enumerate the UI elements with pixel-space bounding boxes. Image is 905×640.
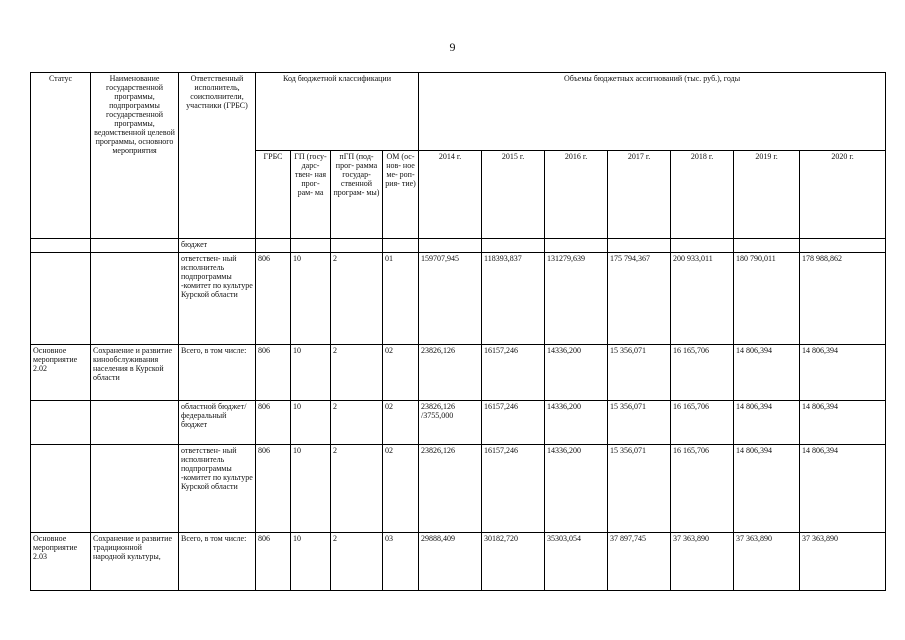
cell-pgp: 2: [331, 345, 383, 401]
cell-value: [734, 239, 800, 253]
cell-value: 16 165,706: [671, 445, 734, 533]
cell-om: 02: [383, 401, 419, 445]
header-grbs: ГРБС: [256, 151, 291, 239]
header-year: 2017 г.: [608, 151, 671, 239]
page-number: 9: [449, 40, 456, 54]
cell-om: [383, 239, 419, 253]
table-row: [31, 253, 886, 345]
cell-value: 16 165,706: [671, 401, 734, 445]
header-status: Статус: [31, 73, 91, 239]
cell-grbs: 806: [256, 445, 291, 533]
cell-value: [671, 239, 734, 253]
cell-value: 14 806,394: [734, 345, 800, 401]
cell-value: 14336,200: [545, 445, 608, 533]
cell-value: 37 363,890: [671, 533, 734, 591]
table-row: [31, 401, 886, 445]
table-row: [31, 533, 886, 591]
table-row: [31, 239, 886, 253]
cell-value: 16157,246: [482, 401, 545, 445]
cell-om: 02: [383, 445, 419, 533]
cell-gp: [291, 239, 331, 253]
header-volumes: Объемы бюджетных ассигнований (тыс. руб.), годы: [419, 73, 886, 151]
cell-value: 14 806,394: [800, 345, 886, 401]
header-year: 2015 г.: [482, 151, 545, 239]
cell-value: 14336,200: [545, 345, 608, 401]
cell-value: 35303,054: [545, 533, 608, 591]
cell-value: 16157,246: [482, 345, 545, 401]
cell-grbs: 806: [256, 253, 291, 345]
cell-name: [91, 253, 179, 345]
cell-value: 131279,639: [545, 253, 608, 345]
cell-value: 29888,409: [419, 533, 482, 591]
budget-table: [30, 72, 886, 591]
table-row: [31, 445, 886, 533]
cell-status: Основное мероприятие 2.03: [31, 533, 91, 591]
cell-value: 175 794,367: [608, 253, 671, 345]
cell-value: 16157,246: [482, 445, 545, 533]
header-om: ОМ (ос- нов- ное ме- роп- рия- тие): [383, 151, 419, 239]
cell-value: 200 933,011: [671, 253, 734, 345]
table-body: [31, 239, 886, 591]
cell-status: [31, 401, 91, 445]
cell-name: Сохранение и развитие кинообслуживания населения в Курской области: [91, 345, 179, 401]
cell-value: 37 363,890: [800, 533, 886, 591]
cell-executor: ответствен- ный исполнитель подпрограммы -комитет по культуре Курской области: [179, 445, 256, 533]
cell-grbs: 806: [256, 345, 291, 401]
cell-value: [482, 239, 545, 253]
cell-status: [31, 239, 91, 253]
cell-pgp: [331, 239, 383, 253]
cell-name: [91, 401, 179, 445]
cell-value: 180 790,011: [734, 253, 800, 345]
header-year: 2016 г.: [545, 151, 608, 239]
cell-value: 178 988,862: [800, 253, 886, 345]
cell-value: 159707,945: [419, 253, 482, 345]
cell-om: 02: [383, 345, 419, 401]
cell-name: [91, 239, 179, 253]
cell-value: 37 363,890: [734, 533, 800, 591]
cell-executor: ответствен- ный исполнитель подпрограммы -комитет по культуре Курской области: [179, 253, 256, 345]
table-row: [31, 345, 886, 401]
cell-pgp: 2: [331, 533, 383, 591]
cell-value: [800, 239, 886, 253]
cell-value: [545, 239, 608, 253]
cell-value: 16 165,706: [671, 345, 734, 401]
cell-executor: областной бюджет/ федеральный бюджет: [179, 401, 256, 445]
header-gp: ГП (госу- дарс- твен- ная прог- рам- ма: [291, 151, 331, 239]
cell-value: 23826,126: [419, 445, 482, 533]
cell-gp: 10: [291, 345, 331, 401]
cell-value: 118393,837: [482, 253, 545, 345]
cell-value: 14 806,394: [734, 401, 800, 445]
header-year: 2020 г.: [800, 151, 886, 239]
cell-gp: 10: [291, 533, 331, 591]
cell-gp: 10: [291, 445, 331, 533]
cell-pgp: 2: [331, 445, 383, 533]
cell-value: 15 356,071: [608, 345, 671, 401]
cell-value: 14 806,394: [734, 445, 800, 533]
cell-grbs: 806: [256, 533, 291, 591]
cell-status: [31, 445, 91, 533]
cell-grbs: [256, 239, 291, 253]
cell-executor: Всего, в том числе:: [179, 345, 256, 401]
cell-status: Основное мероприятие 2.02: [31, 345, 91, 401]
cell-executor: Всего, в том числе:: [179, 533, 256, 591]
cell-value: 15 356,071: [608, 401, 671, 445]
cell-gp: 10: [291, 401, 331, 445]
header-year: 2018 г.: [671, 151, 734, 239]
header-executor: Ответственный исполнитель, соисполнители, участники (ГРБС): [179, 73, 256, 239]
cell-grbs: 806: [256, 401, 291, 445]
header-year: 2019 г.: [734, 151, 800, 239]
cell-value: 37 897,745: [608, 533, 671, 591]
cell-value: [608, 239, 671, 253]
cell-value: 23826,126: [419, 345, 482, 401]
cell-pgp: 2: [331, 253, 383, 345]
cell-om: 01: [383, 253, 419, 345]
cell-pgp: 2: [331, 401, 383, 445]
cell-status: [31, 253, 91, 345]
cell-name: [91, 445, 179, 533]
header-name: Наименование государственной программы, подпрограммы государственной программы, ведомственной целевой программы, основного мероприятия: [91, 73, 179, 239]
cell-om: 03: [383, 533, 419, 591]
cell-gp: 10: [291, 253, 331, 345]
cell-name: Сохранение и развитие традиционной народной культуры,: [91, 533, 179, 591]
cell-value: 15 356,071: [608, 445, 671, 533]
header-pgp: пГП (под- прог- рамма государ- ственной програм- мы): [331, 151, 383, 239]
cell-value: 14 806,394: [800, 401, 886, 445]
cell-value: [419, 239, 482, 253]
cell-value: 23826,126 /3755,000: [419, 401, 482, 445]
header-budget-code: Код бюджетной классификации: [256, 73, 419, 151]
cell-executor: бюджет: [179, 239, 256, 253]
cell-value: 30182,720: [482, 533, 545, 591]
header-year: 2014 г.: [419, 151, 482, 239]
cell-value: 14336,200: [545, 401, 608, 445]
cell-value: 14 806,394: [800, 445, 886, 533]
